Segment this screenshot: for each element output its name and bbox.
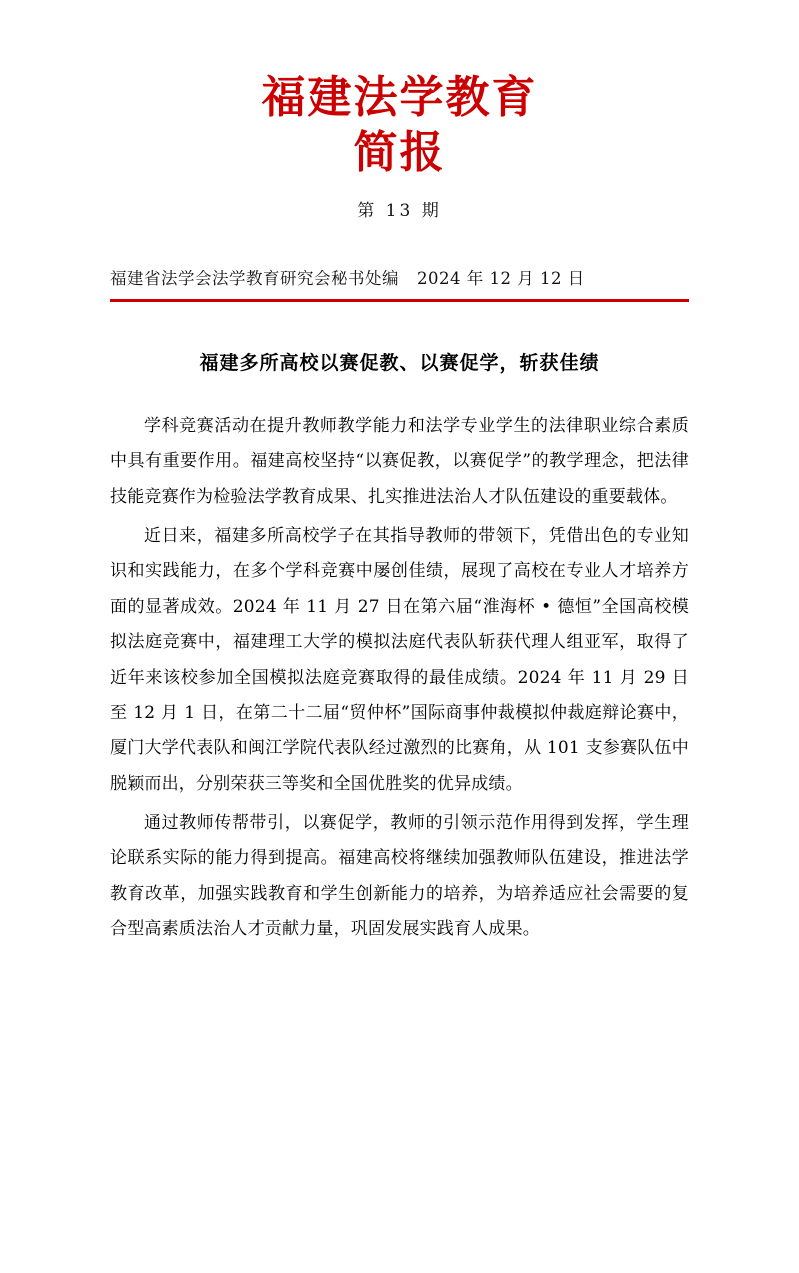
issue-number: 第 13 期 <box>357 201 442 221</box>
article-paragraph: 近日来，福建多所高校学子在其指导教师的带领下，凭借出色的专业知识和实践能力，在多个学科竞赛中屡创佳绩，展现了高校在专业人才培养方面的显著成效。2024 年 11 月 27 日在第六届“淮海杯 • 德恒”全国高校模拟法庭竞赛中，福建理工大学的模拟法庭代表队斩获代理人组亚军，取得了近年来该校参加全国模拟法庭竞赛取得的最佳成绩。2024 年 11 月 29 日至 12 月 1 日，在第二十二届“贸仲杯”国际商事仲裁模拟仲裁庭辩论赛中，厦门大学代表队和闽江学院代表队经过激烈的比赛角，从 101 支参赛队伍中脱颖而出，分别荣获三等奖和全国优胜奖的优异成绩。 <box>110 526 689 794</box>
masthead <box>110 0 689 221</box>
byline <box>110 265 689 289</box>
masthead-title-line-1: 福建法学教育 <box>261 72 538 123</box>
red-divider-rule <box>110 299 689 302</box>
article-title: 福建多所高校以赛促教、以赛促学，斩获佳绩 <box>199 352 600 374</box>
article-paragraph: 通过教师传帮带引，以赛促学，教师的引领示范作用得到发挥，学生理论联系实际的能力得到提高。福建高校将继续加强教师队伍建设，推进法学教育改革，加强实践教育和学生创新能力的培养，为培养适应社会需要的复合型高素质法治人才贡献力量，巩固发展实践育人成果。 <box>110 812 689 940</box>
article-body <box>110 409 689 947</box>
byline-block <box>110 265 689 302</box>
article-paragraph: 学科竞赛活动在提升教师教学能力和法学专业学生的法律职业综合素质中具有重要作用。福建高校坚持“以赛促教，以赛促学”的教学理念，把法律技能竞赛作为检验法学教育成果、扎实推进法治人才队伍建设的重要载体。 <box>110 416 689 507</box>
byline-department: 福建省法学会法学教育研究会秘书处编 <box>110 269 399 288</box>
byline-date: 2024 年 12 月 12 日 <box>417 269 585 288</box>
masthead-title-line-2: 简报 <box>353 127 446 178</box>
